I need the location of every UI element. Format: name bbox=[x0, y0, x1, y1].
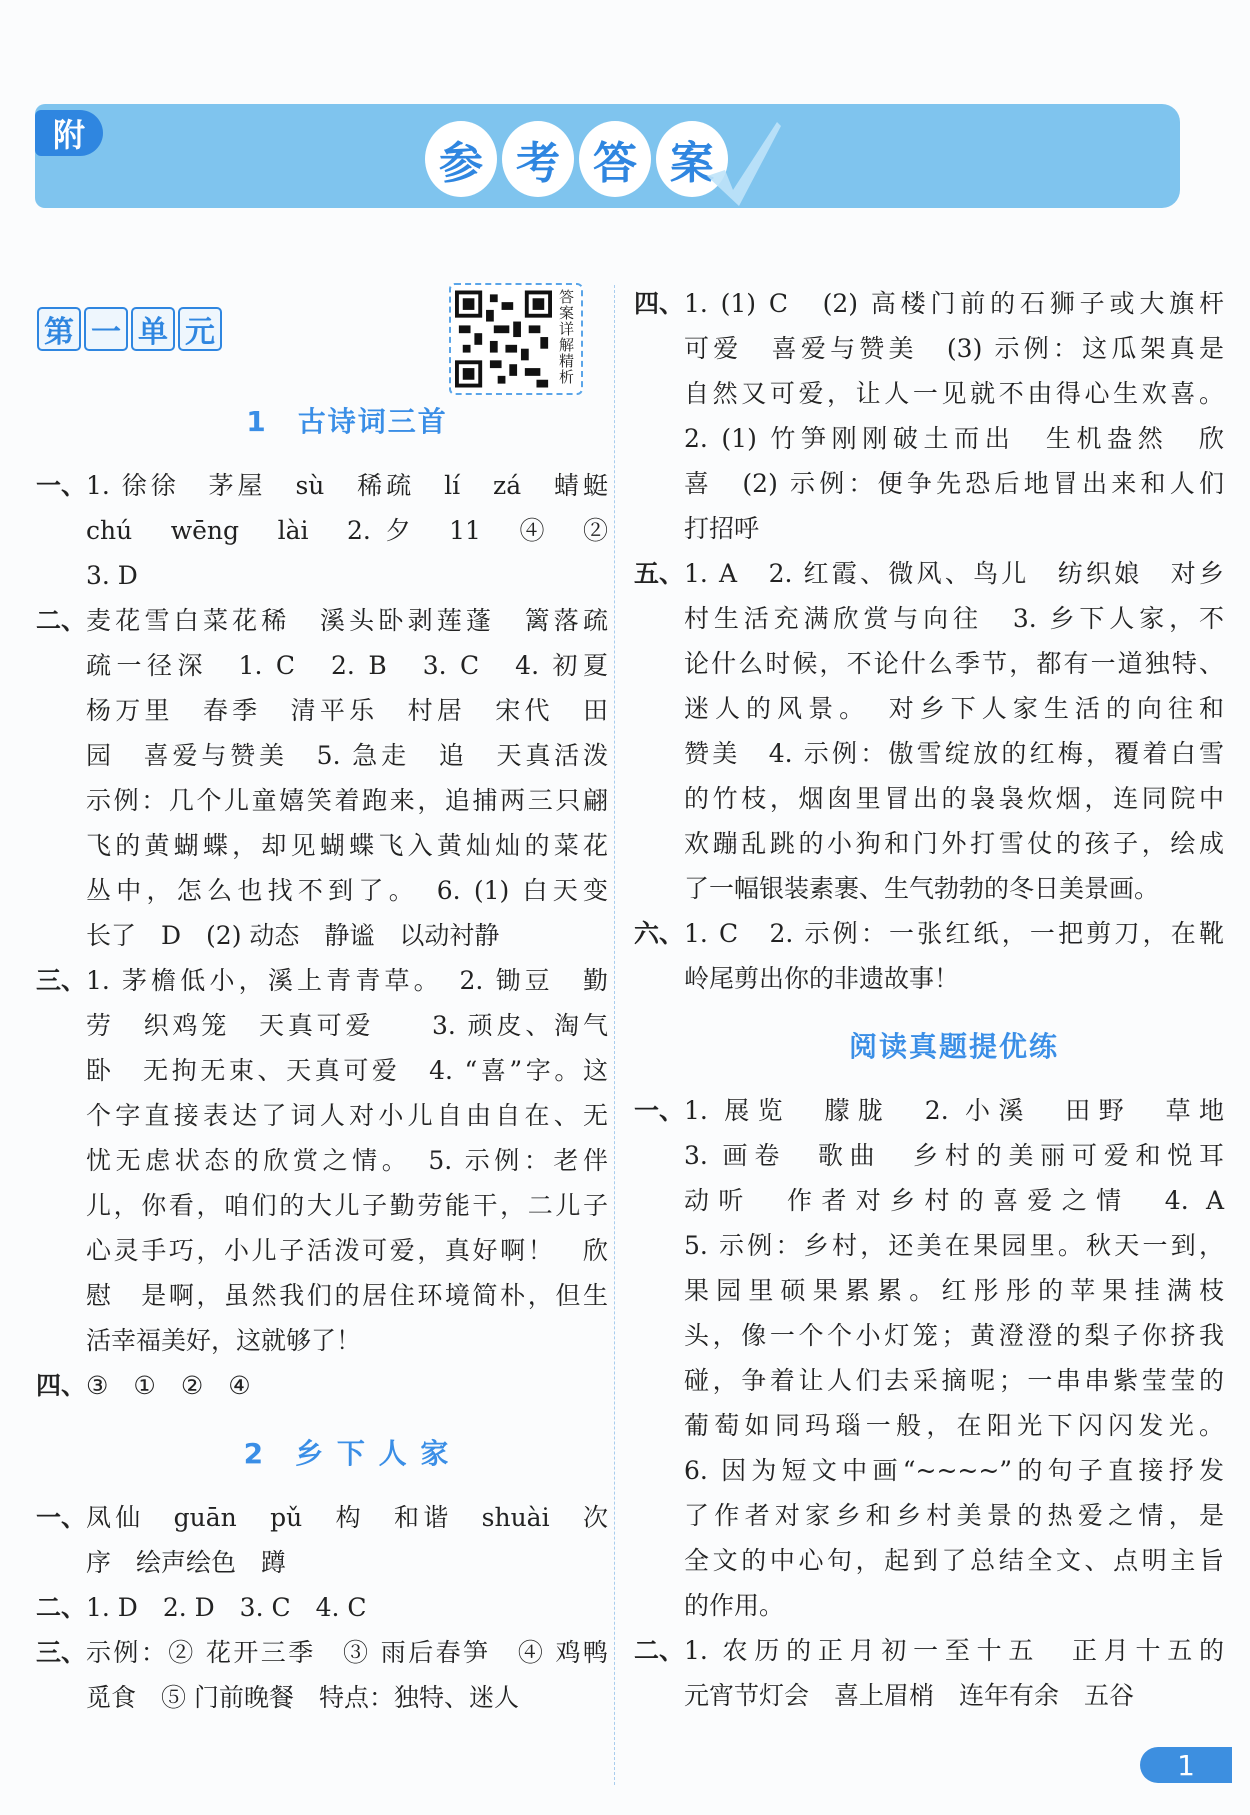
answer-line: 慰 是啊，虽然我们的居住环境简朴，但生 bbox=[86, 1281, 608, 1310]
answer-line: 园 喜爱与赞美 5. 急走 追 天真活泼 bbox=[86, 741, 608, 770]
answer-section bbox=[634, 1628, 1224, 1718]
answer-line: 1. 展览 朦胧 2. 小溪 田野 草地 bbox=[684, 1096, 1224, 1125]
answer-line: 的竹枝，烟囱里冒出的袅袅炊烟，连同院中 bbox=[684, 784, 1224, 813]
answer-line: 岭尾剪出你的非遗故事！ bbox=[684, 964, 960, 993]
unit-char: 单 bbox=[131, 307, 175, 351]
answer-line: 觅食 ⑤ 门前晚餐 特点：独特、迷人 bbox=[86, 1683, 519, 1712]
answer-section bbox=[634, 1088, 1224, 1628]
answer-section bbox=[36, 1630, 608, 1720]
answer-line: 飞的黄蝴蝶，却见蝴蝶飞入黄灿灿的菜花 bbox=[86, 831, 608, 860]
lesson-heading: 阅读真题提优练 bbox=[848, 1029, 1059, 1063]
title-char: 考 bbox=[502, 121, 574, 197]
page-title bbox=[425, 121, 728, 197]
answer-line: 了作者对家乡和乡村美景的热爱之情，是 bbox=[684, 1501, 1224, 1530]
answer-section bbox=[36, 463, 608, 598]
answer-line: 元宵节灯会 喜上眉梢 连年有余 五谷 bbox=[684, 1681, 1135, 1710]
answer-line: 迷人的风景。 对乡下人家生活的向往和 bbox=[684, 694, 1224, 723]
page-number: 1 bbox=[1140, 1747, 1232, 1783]
lesson-heading: 2 乡 下 人 家 bbox=[243, 1436, 451, 1470]
section-number: 六、 bbox=[634, 919, 685, 948]
answer-line: 1. 农历的正月初一至十五 正月十五的 bbox=[684, 1636, 1224, 1665]
answer-line: chú wēng lài 2. 夕 11 ④ ② bbox=[86, 516, 608, 545]
answer-section bbox=[36, 958, 608, 1363]
unit-char: 元 bbox=[178, 307, 222, 351]
answer-line: 1. 茅檐低小，溪上青青草。 2. 锄豆 勤 bbox=[86, 966, 608, 995]
answer-line: 示例：② 花开三季 ③ 雨后春笋 ④ 鸡鸭 bbox=[86, 1638, 608, 1667]
answer-line: ③ ① ② ④ bbox=[86, 1371, 251, 1400]
unit-char: 一 bbox=[84, 307, 128, 351]
answer-line: 丛中，怎么也找不到了。 6. (1) 白天变 bbox=[86, 876, 608, 905]
answer-line: 5. 示例：乡村，还美在果园里。秋天一到， bbox=[684, 1231, 1224, 1260]
answer-line: 疏一径深 1. C 2. B 3. C 4. 初夏 bbox=[86, 651, 608, 680]
answer-line: 头，像一个个小灯笼；黄澄澄的梨子你挤我 bbox=[684, 1321, 1224, 1350]
answer-section bbox=[634, 281, 1224, 551]
answer-line: 赞美 4. 示例：傲雪绽放的红梅，覆着白雪 bbox=[684, 739, 1224, 768]
answer-section bbox=[634, 551, 1224, 911]
answer-line: 序 绘声绘色 蹲 bbox=[86, 1548, 287, 1577]
checkmark-icon bbox=[705, 118, 785, 208]
appendix-tab: 附 bbox=[35, 110, 103, 156]
answer-section bbox=[634, 911, 1224, 1001]
section-number: 一、 bbox=[36, 1503, 87, 1532]
section-number: 一、 bbox=[36, 471, 87, 500]
title-char: 参 bbox=[425, 121, 497, 197]
answer-line: 1. (1) C (2) 高楼门前的石狮子或大旗杆 bbox=[684, 289, 1224, 318]
title-char: 答 bbox=[579, 121, 651, 197]
section-number: 二、 bbox=[36, 606, 87, 635]
section-number: 四、 bbox=[36, 1371, 87, 1400]
unit-title bbox=[37, 307, 222, 351]
answer-line: 长了 D (2) 动态 静谧 以动衬静 bbox=[86, 921, 500, 950]
answer-line: 动听 作者对乡村的喜爱之情 4. A bbox=[684, 1186, 1224, 1215]
answer-line: 自然又可爱，让人一见就不由得心生欢喜。 bbox=[684, 379, 1224, 408]
answer-line: 全文的中心句，起到了总结全文、点明主旨 bbox=[684, 1546, 1224, 1575]
qr-code-icon bbox=[455, 289, 552, 389]
section-number: 二、 bbox=[36, 1593, 87, 1622]
answer-line: 可爱 喜爱与赞美 (3) 示例：这瓜架真是 bbox=[684, 334, 1224, 363]
answer-line: 6. 因为短文中画“~~~~”的句子直接抒发 bbox=[684, 1456, 1224, 1485]
answer-line: 论什么时候，不论什么季节，都有一道独特、 bbox=[684, 649, 1224, 678]
answer-line: 了一幅银装素裹、生气勃勃的冬日美景画。 bbox=[684, 874, 1160, 903]
answer-line: 葡萄如同玛瑙一般，在阳光下闪闪发光。 bbox=[684, 1411, 1224, 1440]
answer-section bbox=[36, 1363, 608, 1408]
answer-section bbox=[36, 1585, 608, 1630]
section-number: 四、 bbox=[634, 289, 685, 318]
answer-line: 儿，你看，咱们的大儿子勤劳能干，二儿子 bbox=[86, 1191, 608, 1220]
answer-line: 3. D bbox=[86, 561, 138, 590]
answer-line: 3. 画卷 歌曲 乡村的美丽可爱和悦耳 bbox=[684, 1141, 1224, 1170]
answer-line: 忧无虑状态的欣赏之情。 5. 示例：老伴 bbox=[86, 1146, 608, 1175]
answer-line: 心灵手巧，小儿子活泼可爱，真好啊！ 欣 bbox=[86, 1236, 608, 1265]
right-column bbox=[634, 281, 1224, 1718]
answer-line: 打招呼 bbox=[684, 514, 760, 543]
section-number: 三、 bbox=[36, 966, 87, 995]
answer-line: 卧 无拘无束、天真可爱 4. “喜”字。这 bbox=[86, 1056, 608, 1085]
answer-line: 麦花雪白菜花稀 溪头卧剥莲蓬 篱落疏 bbox=[86, 606, 608, 635]
answer-line: 1. A 2. 红霞、微风、鸟儿 纺织娘 对乡 bbox=[684, 559, 1224, 588]
answer-line: 示例：几个儿童嬉笑着跑来，追捕两三只翩 bbox=[86, 786, 608, 815]
answer-line: 劳 织鸡笼 天真可爱 3. 顽皮、淘气 bbox=[86, 1011, 608, 1040]
answer-line: 果园里硕果累累。红彤彤的苹果挂满枝 bbox=[684, 1276, 1224, 1305]
section-number: 五、 bbox=[634, 559, 685, 588]
section-number: 一、 bbox=[634, 1096, 685, 1125]
answer-section bbox=[36, 1495, 608, 1585]
answer-line: 1. C 2. 示例：一张红纸，一把剪刀，在靴 bbox=[684, 919, 1224, 948]
lesson-heading: 1 古诗词三首 bbox=[246, 404, 448, 438]
answer-line: 的作用。 bbox=[684, 1591, 785, 1620]
answer-line: 活幸福美好，这就够了！ bbox=[86, 1326, 362, 1355]
answer-section bbox=[36, 598, 608, 958]
answer-line: 欢蹦乱跳的小狗和门外打雪仗的孩子，绘成 bbox=[684, 829, 1224, 858]
qr-label: 答案详解精析 bbox=[557, 289, 575, 385]
section-number: 三、 bbox=[36, 1638, 87, 1667]
answer-line: 2. (1) 竹笋刚刚破土而出 生机盎然 欣 bbox=[684, 424, 1224, 453]
answer-line: 1. 徐徐 茅屋 sù 稀疏 lí zá 蜻蜓 bbox=[86, 471, 608, 500]
answer-line: 个字直接表达了词人对小儿自由自在、无 bbox=[86, 1101, 608, 1130]
answer-line: 杨万里 春季 清平乐 村居 宋代 田 bbox=[86, 696, 608, 725]
answer-line: 村生活充满欣赏与向往 3. 乡下人家，不 bbox=[684, 604, 1224, 633]
answer-line: 1. D 2. D 3. C 4. C bbox=[86, 1593, 367, 1622]
column-divider bbox=[614, 285, 615, 1785]
unit-char: 第 bbox=[37, 307, 81, 351]
answer-line: 凤仙 guān pǔ 构 和谐 shuài 次 bbox=[86, 1503, 608, 1532]
left-column bbox=[36, 376, 608, 1720]
answer-line: 喜 (2) 示例：便争先恐后地冒出来和人们 bbox=[684, 469, 1224, 498]
answer-line: 碰，争着让人们去采摘呢；一串串紫莹莹的 bbox=[684, 1366, 1224, 1395]
section-number: 二、 bbox=[634, 1636, 685, 1665]
title-char: 案 bbox=[656, 121, 728, 197]
